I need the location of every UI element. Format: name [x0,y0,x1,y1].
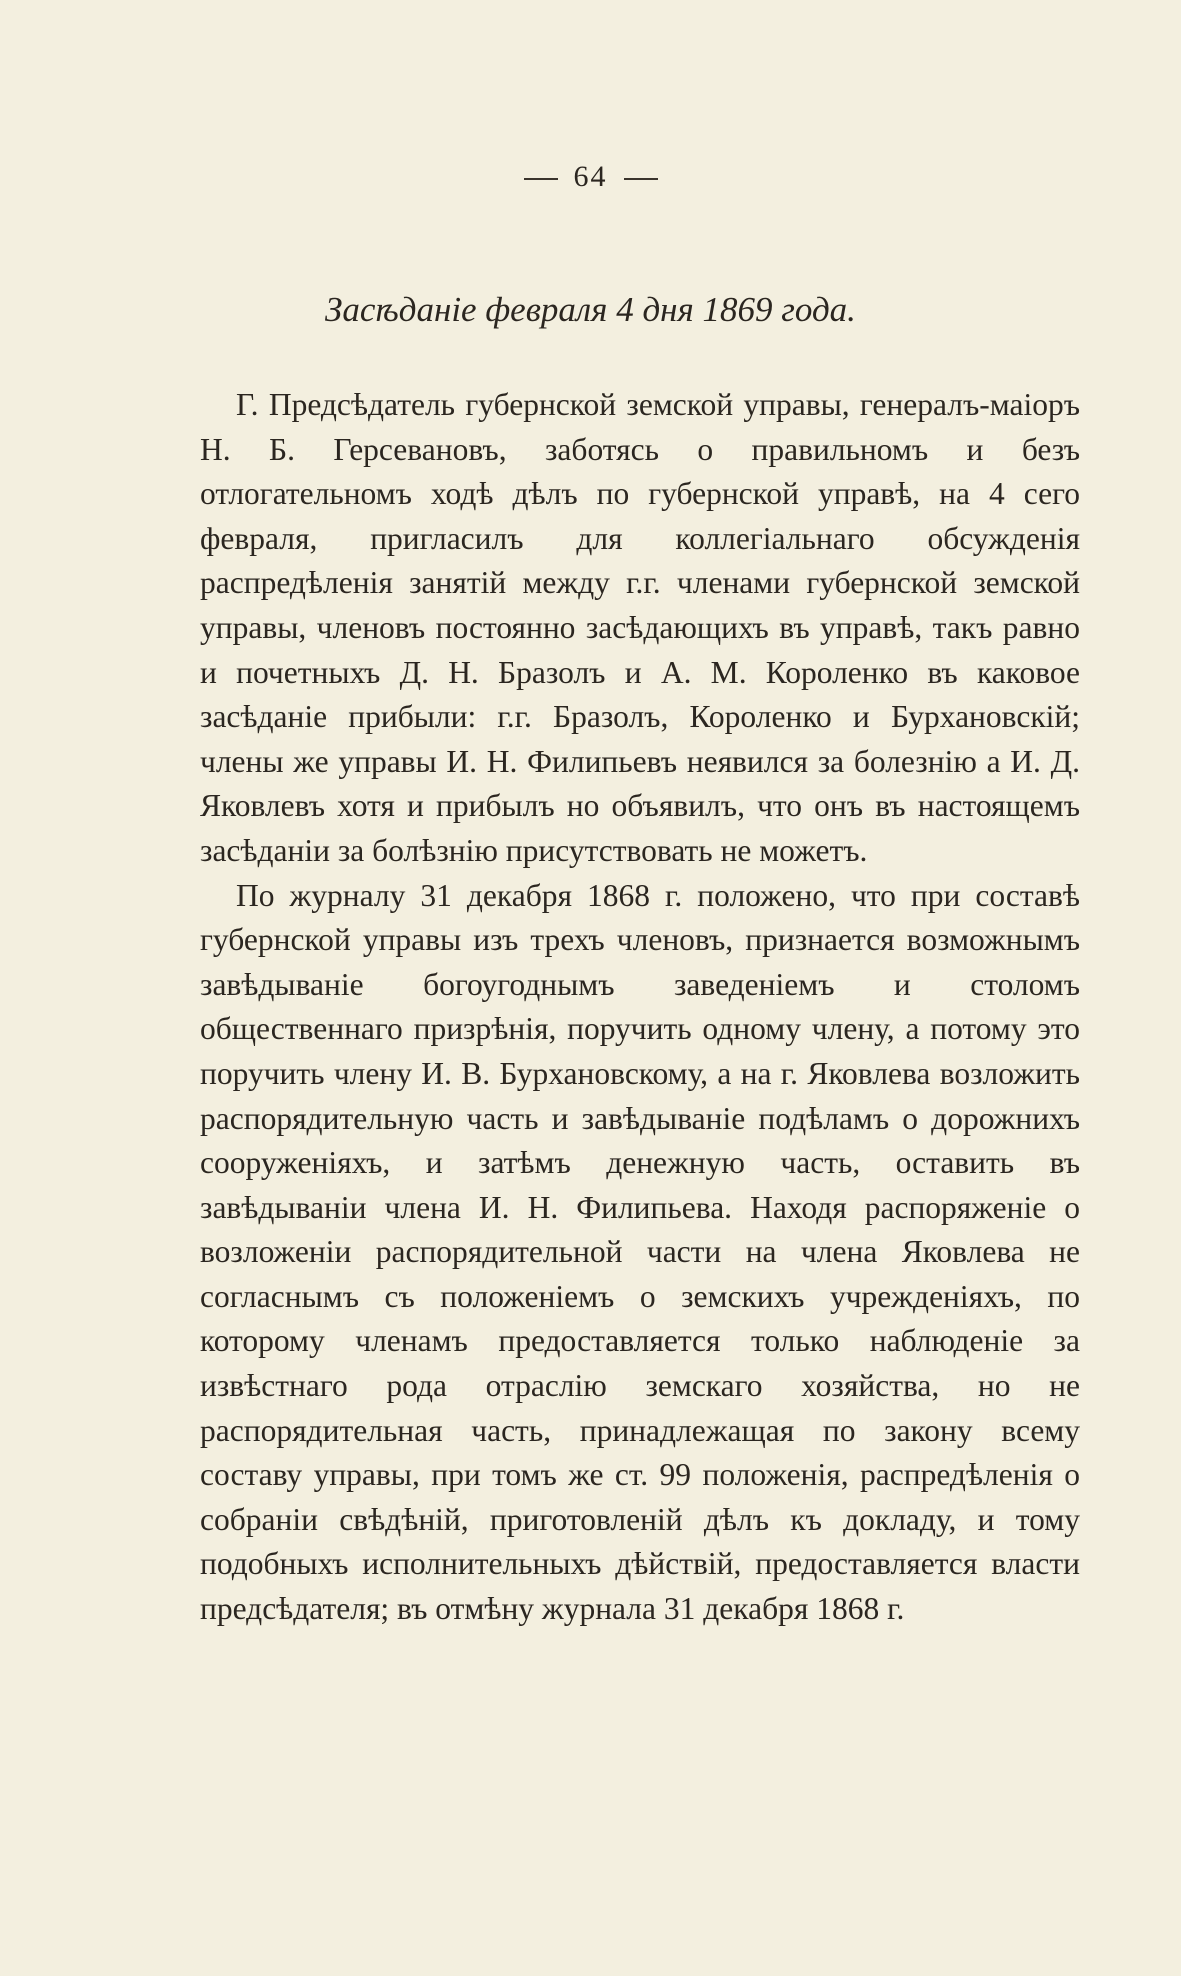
paragraph-1: Г. Предсѣдатель губернской земской управы, генералъ-маіоръ Н. Б. Герсевановъ, заботясь о правильномъ и безъ отлогательномъ ходѣ дѣлъ по губернской управѣ, на 4 сего февраля, пригласилъ для коллегіальнаго обсужденія распредѣленія занятій между г.г. членами губернской земской управы, членовъ постоянно засѣдающихъ въ управѣ, такъ равно и почетныхъ Д. Н. Бразолъ и А. М. Короленко въ каковое засѣданіе прибыли: г.г. Бразолъ, Короленко и Бурхановскій; члены же управы И. Н. Филипьевъ неявился за болезнію а И. Д. Яковлевъ хотя и прибылъ но объявилъ, что онъ въ настоящемъ засѣданіи за болѣзнію присутствовать не можетъ. [200,387,1080,868]
page-number-text: 64 [573,160,608,193]
session-title: Засѣданіе февраля 4 дня 1869 года. [325,290,856,329]
right-dash-decoration [624,178,658,180]
page-number [0,160,1181,194]
body-text [200,383,1080,1632]
left-dash-decoration [524,178,558,180]
paragraph-2: По журналу 31 декабря 1868 г. положено, что при составѣ губернской управы изъ трехъ членовъ, признается возможнымъ завѣдываніе богоугоднымъ заведеніемъ и столомъ общественнаго призрѣнія, поручить одному члену, а потому это поручить члену И. В. Бурхановскому, а на г. Яковлева возложить распорядительную часть и завѣдываніе подѣламъ о дорожнихъ сооруженіяхъ, и затѣмъ денежную часть, оставить въ завѣдываніи члена И. Н. Филипьева. Находя распоряженіе о возложеніи распорядительной части на члена Яковлева не согласнымъ съ положеніемъ о земскихъ учрежденіяхъ, по которому членамъ предоставляется только наблюденіе за извѣстнаго рода отраслію земскаго хозяйства, но не распорядительная часть, принадлежащая по закону всему составу управы, при томъ же ст. 99 положенія, распредѣленія о собраніи свѣдѣній, приготовленій дѣлъ къ докладу, и тому подобныхъ исполнительныхъ дѣйствій, предоставляется власти предсѣдателя; въ отмѣну журнала 31 декабря 1868 г. [200,877,1080,1627]
